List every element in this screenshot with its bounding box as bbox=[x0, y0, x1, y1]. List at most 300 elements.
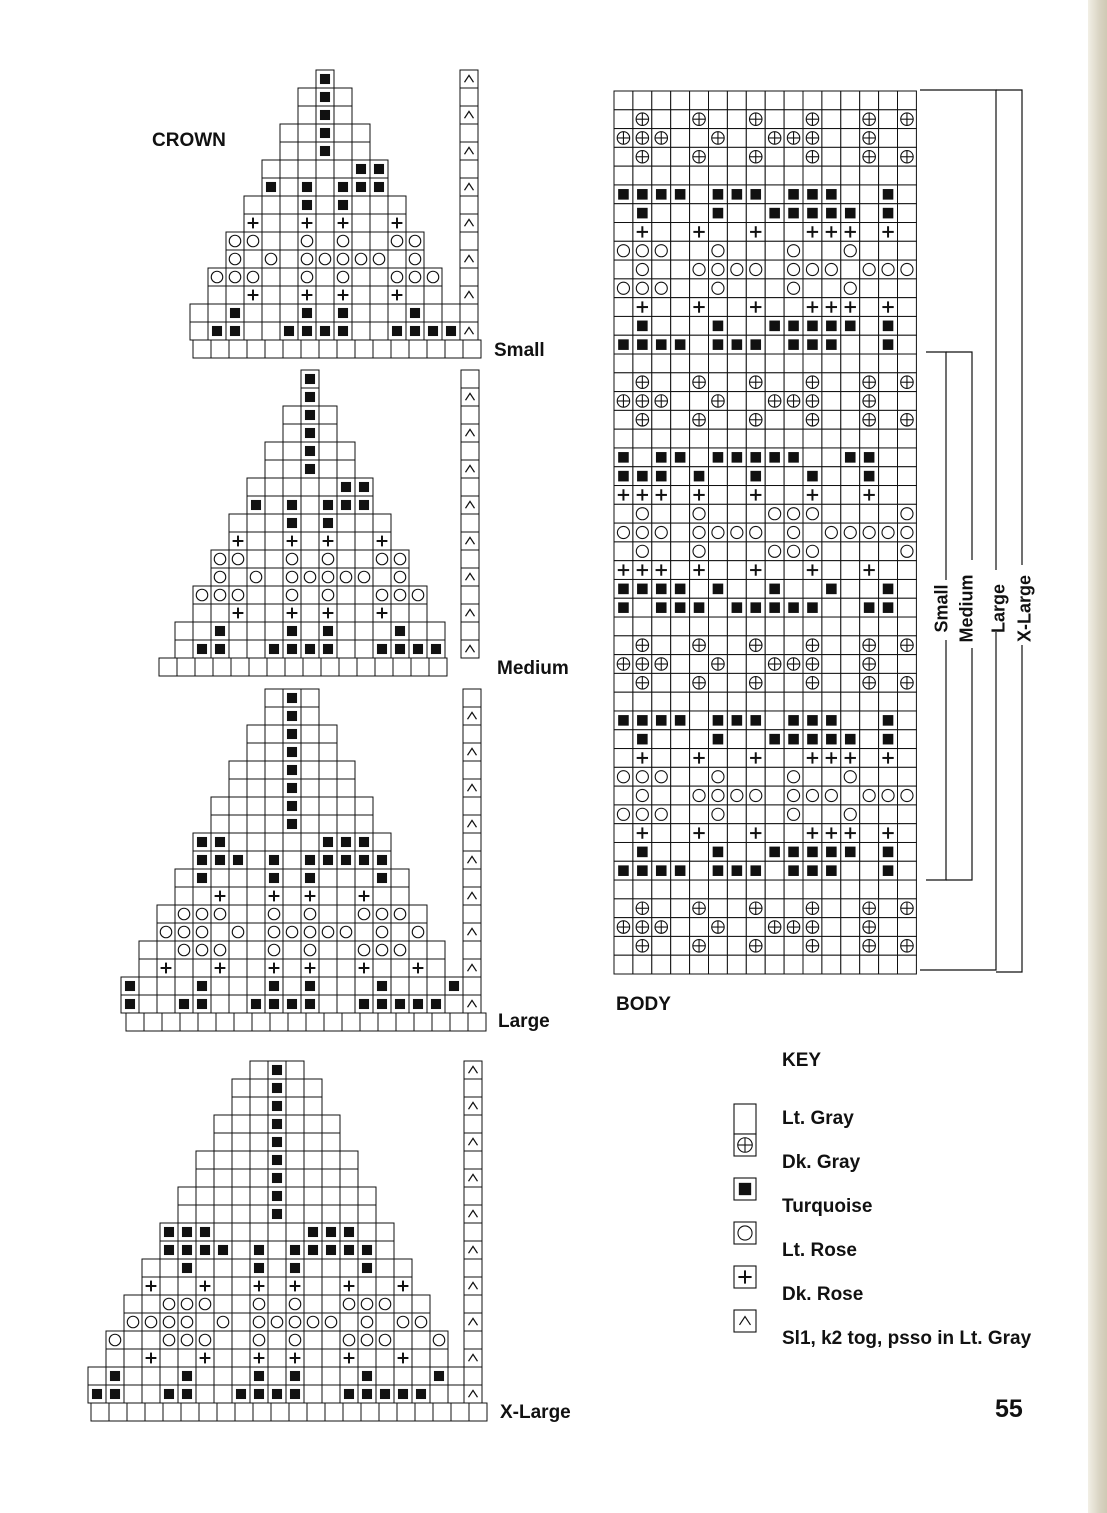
chart-cell bbox=[214, 1223, 232, 1241]
chart-cell bbox=[352, 124, 370, 142]
chart-cell bbox=[322, 1331, 340, 1349]
turquoise-stitch bbox=[197, 837, 207, 847]
body-cell bbox=[690, 767, 709, 786]
chart-cell bbox=[280, 142, 298, 160]
chart-cell bbox=[319, 977, 337, 995]
chart-cell bbox=[232, 1313, 250, 1331]
chart-cell bbox=[316, 196, 334, 214]
body-cell bbox=[841, 617, 860, 636]
body-cell bbox=[879, 110, 898, 129]
body-cell bbox=[860, 316, 879, 335]
dk-gray-stitch bbox=[901, 902, 913, 914]
body-cell bbox=[860, 504, 879, 523]
body-cell bbox=[784, 223, 803, 242]
chart-cell bbox=[262, 268, 280, 286]
turquoise-stitch bbox=[637, 584, 648, 595]
chart-cell bbox=[337, 779, 355, 797]
chart-cell bbox=[464, 1367, 482, 1385]
chart-cell bbox=[124, 1295, 142, 1313]
chart-cell bbox=[196, 1169, 214, 1187]
chart-cell bbox=[464, 1331, 482, 1349]
turquoise-stitch bbox=[269, 999, 279, 1009]
chart-cell bbox=[391, 959, 409, 977]
chart-cell bbox=[214, 1385, 232, 1403]
chart-cell bbox=[265, 478, 283, 496]
turquoise-stitch bbox=[287, 729, 297, 739]
chart-cell bbox=[301, 689, 319, 707]
chart-cell bbox=[247, 923, 265, 941]
chart-cell bbox=[370, 322, 388, 340]
body-cell bbox=[709, 504, 728, 523]
chart-cell bbox=[229, 761, 247, 779]
body-cell bbox=[690, 880, 709, 899]
chart-cell bbox=[175, 640, 193, 658]
body-cell bbox=[671, 936, 690, 955]
chart-cell bbox=[461, 442, 479, 460]
chart-cell bbox=[214, 1205, 232, 1223]
chart-cell bbox=[460, 214, 478, 232]
body-cell bbox=[652, 730, 671, 749]
chart-cell bbox=[232, 1187, 250, 1205]
chart-cell bbox=[340, 1151, 358, 1169]
body-cell bbox=[727, 579, 746, 598]
body-cell bbox=[822, 918, 841, 937]
body-cell bbox=[860, 279, 879, 298]
body-cell bbox=[614, 749, 633, 768]
chart-cell bbox=[361, 1403, 379, 1421]
turquoise-stitch bbox=[618, 471, 629, 482]
body-cell bbox=[822, 767, 841, 786]
chart-cell bbox=[280, 304, 298, 322]
turquoise-stitch bbox=[637, 847, 648, 858]
body-cell bbox=[652, 166, 671, 185]
body-cell bbox=[765, 955, 784, 974]
body-cell bbox=[841, 786, 860, 805]
chart-cell bbox=[394, 1331, 412, 1349]
body-cell bbox=[614, 223, 633, 242]
chart-cell bbox=[427, 622, 445, 640]
body-cell bbox=[652, 749, 671, 768]
chart-cell bbox=[229, 340, 247, 358]
chart-cell bbox=[409, 905, 427, 923]
chart-cell bbox=[355, 797, 373, 815]
key-title: KEY bbox=[782, 1050, 822, 1071]
chart-cell bbox=[427, 959, 445, 977]
body-cell bbox=[765, 223, 784, 242]
chart-cell bbox=[322, 1115, 340, 1133]
body-cell bbox=[784, 880, 803, 899]
chart-cell bbox=[337, 959, 355, 977]
body-cell bbox=[690, 316, 709, 335]
chart-cell bbox=[461, 370, 479, 388]
chart-cell bbox=[265, 568, 283, 586]
body-cell bbox=[652, 936, 671, 955]
dk-gray-stitch bbox=[806, 395, 818, 407]
body-cell bbox=[671, 316, 690, 335]
turquoise-stitch bbox=[713, 584, 724, 595]
body-cell bbox=[746, 880, 765, 899]
dk-gray-stitch bbox=[863, 376, 875, 388]
dk-gray-stitch bbox=[636, 414, 648, 426]
chart-cell bbox=[208, 286, 226, 304]
turquoise-stitch bbox=[374, 182, 384, 192]
body-cell bbox=[765, 486, 784, 505]
body-cell bbox=[614, 880, 633, 899]
chart-cell bbox=[355, 550, 373, 568]
chart-cell bbox=[234, 1013, 252, 1031]
chart-cell bbox=[373, 887, 391, 905]
chart-cell bbox=[139, 959, 157, 977]
chart-cell bbox=[196, 1313, 214, 1331]
turquoise-stitch bbox=[272, 1155, 282, 1165]
body-cell bbox=[784, 110, 803, 129]
chart-cell bbox=[232, 1295, 250, 1313]
body-cell bbox=[784, 692, 803, 711]
turquoise-stitch bbox=[287, 999, 297, 1009]
chart-cell bbox=[461, 550, 479, 568]
body-cell bbox=[841, 147, 860, 166]
body-cell bbox=[898, 279, 917, 298]
turquoise-stitch bbox=[788, 452, 799, 463]
turquoise-stitch bbox=[416, 1389, 426, 1399]
chart-cell bbox=[469, 1403, 487, 1421]
key-label-dk-gray: Dk. Gray bbox=[782, 1152, 861, 1173]
body-cell bbox=[614, 692, 633, 711]
turquoise-stitch bbox=[272, 1083, 282, 1093]
dk-gray-stitch bbox=[768, 921, 780, 933]
key-label-decrease: Sl1, k2 tog, psso in Lt. Gray bbox=[782, 1328, 1032, 1349]
chart-cell bbox=[460, 268, 478, 286]
body-cell bbox=[765, 692, 784, 711]
chart-cell bbox=[109, 1403, 127, 1421]
dk-gray-stitch bbox=[636, 151, 648, 163]
chart-cell bbox=[196, 1187, 214, 1205]
chart-cell bbox=[283, 941, 301, 959]
body-cell bbox=[614, 636, 633, 655]
chart-cell bbox=[280, 178, 298, 196]
body-cell bbox=[879, 354, 898, 373]
body-cell bbox=[784, 410, 803, 429]
body-cell bbox=[614, 899, 633, 918]
turquoise-stitch bbox=[215, 626, 225, 636]
chart-cell bbox=[412, 1367, 430, 1385]
body-cell bbox=[898, 579, 917, 598]
turquoise-stitch bbox=[338, 326, 348, 336]
chart-cell bbox=[252, 1013, 270, 1031]
turquoise-stitch bbox=[308, 1245, 318, 1255]
turquoise-stitch bbox=[826, 715, 837, 726]
chart-cell bbox=[424, 286, 442, 304]
chart-cell bbox=[414, 1013, 432, 1031]
body-cell bbox=[652, 316, 671, 335]
chart-cell bbox=[193, 604, 211, 622]
chart-cell bbox=[463, 725, 481, 743]
turquoise-stitch bbox=[845, 321, 856, 332]
chart-cell bbox=[461, 406, 479, 424]
turquoise-stitch bbox=[218, 1245, 228, 1255]
bracket-medium bbox=[946, 352, 972, 560]
chart-cell bbox=[463, 995, 481, 1013]
dk-gray-stitch bbox=[636, 658, 648, 670]
turquoise-stitch bbox=[713, 865, 724, 876]
chart-cell bbox=[196, 1367, 214, 1385]
chart-cell bbox=[461, 622, 479, 640]
body-cell bbox=[860, 767, 879, 786]
dk-gray-stitch bbox=[863, 395, 875, 407]
body-cell bbox=[709, 166, 728, 185]
chart-cell bbox=[322, 1151, 340, 1169]
chart-cell bbox=[265, 514, 283, 532]
chart-cell bbox=[319, 478, 337, 496]
turquoise-stitch bbox=[713, 189, 724, 200]
body-cell bbox=[803, 955, 822, 974]
turquoise-stitch bbox=[826, 847, 837, 858]
chart-cell bbox=[303, 658, 321, 676]
chart-cell bbox=[160, 1277, 178, 1295]
body-cell bbox=[709, 429, 728, 448]
body-cell bbox=[879, 279, 898, 298]
turquoise-stitch bbox=[341, 855, 351, 865]
chart-cell bbox=[157, 995, 175, 1013]
turquoise-stitch bbox=[656, 189, 667, 200]
body-cell bbox=[879, 241, 898, 260]
dk-gray-stitch bbox=[863, 658, 875, 670]
dk-gray-stitch bbox=[712, 395, 724, 407]
turquoise-stitch bbox=[428, 326, 438, 336]
chart-cell bbox=[301, 725, 319, 743]
chart-cell bbox=[280, 214, 298, 232]
body-cell bbox=[822, 542, 841, 561]
chart-cell bbox=[322, 1169, 340, 1187]
body-cell bbox=[822, 110, 841, 129]
body-cell bbox=[727, 410, 746, 429]
dk-gray-stitch bbox=[806, 639, 818, 651]
turquoise-stitch bbox=[637, 339, 648, 350]
chart-cell bbox=[427, 941, 445, 959]
chart-cell bbox=[216, 1013, 234, 1031]
body-cell bbox=[822, 448, 841, 467]
chart-cell bbox=[177, 658, 195, 676]
chart-cell bbox=[304, 1079, 322, 1097]
chart-cell bbox=[286, 1097, 304, 1115]
body-cell bbox=[784, 673, 803, 692]
body-cell bbox=[746, 655, 765, 674]
dk-gray-stitch bbox=[863, 151, 875, 163]
body-cell bbox=[727, 673, 746, 692]
chart-cell bbox=[160, 1349, 178, 1367]
turquoise-stitch bbox=[788, 208, 799, 219]
turquoise-stitch bbox=[788, 602, 799, 613]
body-cell bbox=[784, 579, 803, 598]
turquoise-stitch bbox=[305, 873, 315, 883]
body-cell bbox=[803, 429, 822, 448]
chart-cell bbox=[412, 1331, 430, 1349]
turquoise-stitch bbox=[326, 1227, 336, 1237]
turquoise-stitch bbox=[308, 1227, 318, 1237]
turquoise-stitch bbox=[656, 715, 667, 726]
chart-cell bbox=[388, 196, 406, 214]
chart-cell bbox=[304, 1151, 322, 1169]
chart-cell bbox=[247, 340, 265, 358]
body-cell bbox=[898, 467, 917, 486]
chart-cell bbox=[448, 1385, 466, 1403]
chart-cell bbox=[244, 250, 262, 268]
turquoise-stitch bbox=[338, 182, 348, 192]
body-cell bbox=[746, 354, 765, 373]
turquoise-stitch bbox=[305, 855, 315, 865]
body-cell bbox=[671, 166, 690, 185]
body-cell bbox=[614, 429, 633, 448]
chart-cell bbox=[304, 1115, 322, 1133]
body-cell bbox=[784, 936, 803, 955]
body-cell bbox=[784, 147, 803, 166]
chart-cell bbox=[355, 532, 373, 550]
body-cell bbox=[784, 91, 803, 110]
chart-cell bbox=[247, 586, 265, 604]
turquoise-stitch bbox=[236, 1389, 246, 1399]
chart-cell bbox=[322, 1205, 340, 1223]
bracket-small bbox=[926, 352, 946, 580]
body-cell bbox=[879, 936, 898, 955]
turquoise-stitch bbox=[290, 1371, 300, 1381]
chart-cell bbox=[214, 1295, 232, 1313]
chart-cell bbox=[250, 1061, 268, 1079]
body-cell bbox=[633, 448, 652, 467]
body-cell bbox=[765, 936, 784, 955]
turquoise-stitch bbox=[305, 392, 315, 402]
chart-cell bbox=[355, 815, 373, 833]
chart-cell bbox=[124, 1349, 142, 1367]
chart-cell bbox=[304, 1259, 322, 1277]
chart-cell bbox=[265, 460, 283, 478]
body-cell bbox=[633, 617, 652, 636]
turquoise-stitch bbox=[618, 584, 629, 595]
turquoise-stitch bbox=[323, 855, 333, 865]
chart-cell bbox=[250, 1151, 268, 1169]
body-chart bbox=[614, 91, 916, 974]
chart-cell bbox=[355, 977, 373, 995]
dk-gray-stitch bbox=[693, 414, 705, 426]
turquoise-stitch bbox=[807, 734, 818, 745]
chart-cell bbox=[394, 1295, 412, 1313]
dk-gray-stitch bbox=[901, 376, 913, 388]
body-cell bbox=[727, 373, 746, 392]
chart-cell bbox=[394, 1259, 412, 1277]
key-swatch-empty bbox=[734, 1104, 756, 1134]
turquoise-stitch bbox=[788, 715, 799, 726]
turquoise-stitch bbox=[290, 1245, 300, 1255]
body-cell bbox=[671, 110, 690, 129]
chart-cell bbox=[298, 160, 316, 178]
chart-cell bbox=[463, 743, 481, 761]
turquoise-stitch bbox=[272, 1209, 282, 1219]
body-cell bbox=[803, 579, 822, 598]
body-cell bbox=[633, 880, 652, 899]
body-cell bbox=[690, 429, 709, 448]
turquoise-stitch bbox=[287, 801, 297, 811]
turquoise-stitch bbox=[287, 500, 297, 510]
chart-cell bbox=[196, 1385, 214, 1403]
chart-cell bbox=[157, 941, 175, 959]
body-cell bbox=[727, 955, 746, 974]
dk-gray-stitch bbox=[750, 940, 762, 952]
turquoise-stitch bbox=[362, 1263, 372, 1273]
turquoise-stitch bbox=[713, 847, 724, 858]
chart-cell bbox=[160, 1259, 178, 1277]
body-cell bbox=[690, 241, 709, 260]
turquoise-stitch bbox=[788, 339, 799, 350]
chart-cell bbox=[232, 1241, 250, 1259]
chart-cell bbox=[175, 622, 193, 640]
body-cell bbox=[614, 354, 633, 373]
body-cell bbox=[822, 166, 841, 185]
chart-cell bbox=[286, 1151, 304, 1169]
turquoise-stitch bbox=[656, 339, 667, 350]
dk-gray-stitch bbox=[863, 902, 875, 914]
turquoise-stitch bbox=[675, 715, 686, 726]
chart-cell bbox=[463, 833, 481, 851]
body-cell bbox=[690, 861, 709, 880]
chart-cell bbox=[232, 1079, 250, 1097]
chart-cell bbox=[211, 995, 229, 1013]
dk-gray-stitch bbox=[863, 940, 875, 952]
chart-cell bbox=[316, 268, 334, 286]
chart-cell bbox=[142, 1295, 160, 1313]
dk-gray-stitch bbox=[750, 902, 762, 914]
body-cell bbox=[746, 730, 765, 749]
body-cell bbox=[690, 335, 709, 354]
chart-cell bbox=[265, 725, 283, 743]
chart-cell bbox=[214, 1259, 232, 1277]
chart-cell bbox=[301, 340, 319, 358]
body-cell bbox=[652, 692, 671, 711]
turquoise-stitch bbox=[164, 1389, 174, 1399]
turquoise-stitch bbox=[323, 500, 333, 510]
chart-cell bbox=[265, 340, 283, 358]
body-cell bbox=[746, 91, 765, 110]
body-cell bbox=[765, 166, 784, 185]
dk-gray-stitch bbox=[806, 113, 818, 125]
chart-cell bbox=[283, 959, 301, 977]
turquoise-stitch bbox=[788, 865, 799, 876]
body-cell bbox=[709, 91, 728, 110]
body-cell bbox=[727, 936, 746, 955]
chart-cell bbox=[450, 1013, 468, 1031]
chart-cell bbox=[304, 1331, 322, 1349]
chart-cell bbox=[448, 1367, 466, 1385]
chart-cell bbox=[265, 707, 283, 725]
body-cell bbox=[727, 91, 746, 110]
chart-cell bbox=[196, 1151, 214, 1169]
chart-cell bbox=[337, 761, 355, 779]
body-cell bbox=[841, 861, 860, 880]
body-cell bbox=[765, 880, 784, 899]
chart-cell bbox=[352, 304, 370, 322]
body-cell bbox=[671, 373, 690, 392]
chart-cell bbox=[190, 322, 208, 340]
chart-cell bbox=[337, 887, 355, 905]
chart-cell bbox=[265, 797, 283, 815]
turquoise-stitch bbox=[732, 715, 743, 726]
body-cell bbox=[822, 467, 841, 486]
dk-gray-stitch bbox=[712, 921, 724, 933]
body-cell bbox=[860, 579, 879, 598]
chart-cell bbox=[319, 995, 337, 1013]
turquoise-stitch bbox=[395, 999, 405, 1009]
body-cell bbox=[690, 448, 709, 467]
turquoise-stitch bbox=[305, 644, 315, 654]
body-cell bbox=[727, 316, 746, 335]
